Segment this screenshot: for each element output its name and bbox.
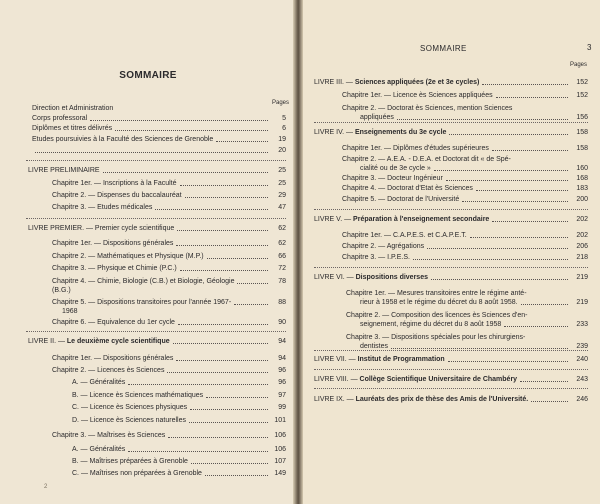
toc-entry (300, 184, 590, 194)
toc-page-number: 78 (278, 278, 286, 285)
toc-entry (0, 366, 288, 376)
toc-entry (0, 179, 288, 189)
toc-entry-label: Chapitre 1er. — Diplômes d'études supérieures (342, 145, 489, 152)
toc-page-number: 47 (278, 204, 286, 211)
toc-entry-label: Chapitre 5. — Doctorat de l'Université (342, 196, 460, 203)
toc-entry (300, 375, 590, 385)
toc-entry (0, 416, 288, 426)
dot-leader (531, 398, 568, 402)
footer-page-number: 2 (44, 484, 48, 490)
toc-entry-label: Chapitre 2. — A.E.A. - D.E.A. et Doctorat dit « de Spé- (342, 156, 511, 163)
toc-entry (300, 215, 590, 225)
toc-entry (300, 231, 590, 241)
toc-entry (0, 457, 288, 467)
toc-page-number: 107 (274, 458, 286, 465)
toc-entry (300, 91, 590, 101)
toc-entry-label: LIVRE IV. — Enseignements du 3e cycle (314, 129, 447, 136)
toc-page-number: 183 (576, 185, 588, 192)
toc-entry (300, 164, 590, 174)
toc-entry (0, 239, 288, 249)
section-divider (314, 350, 588, 351)
toc-entry-label: Chapitre 2. — Dispenses du baccalauréat (52, 192, 182, 199)
dot-leader (476, 187, 568, 191)
toc-entry-label: Chapitre 3. — I.P.E.S. (342, 254, 410, 261)
dot-leader (128, 381, 268, 385)
toc-entry-label: Chapitre 2. — Mathématiques et Physique (M.P.) (52, 253, 204, 260)
dot-leader (413, 256, 568, 260)
pages-column-label: Pages (272, 100, 290, 106)
toc-entry (300, 298, 590, 308)
section-divider (314, 388, 588, 389)
toc-page-number: 106 (274, 446, 286, 453)
book-gutter (293, 0, 303, 504)
toc-page-number: 219 (576, 274, 588, 281)
toc-page-number: 94 (278, 338, 286, 345)
toc-entry-label: LIVRE VI. — Dispositions diverses (314, 274, 428, 281)
dot-leader (234, 301, 268, 305)
dot-leader (492, 147, 568, 151)
toc-page-number: 88 (278, 299, 286, 306)
toc-entry-label: LIVRE V. — Préparation à l'enseignement secondaire (314, 216, 490, 223)
toc-entry (300, 174, 590, 184)
toc-page-number: 25 (278, 180, 286, 187)
toc-entry-label: Chapitre 4. — Doctorat d'Etat ès Sciences (342, 185, 473, 192)
toc-page-number: 160 (576, 165, 588, 172)
dot-leader (448, 358, 568, 362)
toc-entry-label: Chapitre 1er. — Mesures transitoires entre le régime anté- (346, 290, 527, 297)
toc-page-number: 240 (576, 356, 588, 363)
toc-page-number: 5 (282, 115, 286, 122)
toc-entry-label: Corps professoral (32, 115, 88, 122)
toc-entry-label: seignement, régime du décret du 8 août 1958 (360, 321, 502, 328)
dot-leader (520, 378, 568, 382)
toc-entry-label: LIVRE III. — Sciences appliquées (2e et 3e cycles) (314, 79, 480, 86)
toc-entry (0, 318, 288, 328)
toc-entry (300, 195, 590, 205)
toc-entry-label: Chapitre 1er. — C.A.P.E.S. et C.A.P.E.T. (342, 232, 467, 239)
toc-page-number: 90 (278, 319, 286, 326)
dot-leader (90, 117, 268, 121)
section-divider (314, 122, 588, 123)
toc-entry (300, 128, 590, 138)
running-head: SOMMAIRE (420, 44, 467, 53)
toc-entry-label: D. — Licence ès Sciences naturelles (72, 417, 186, 424)
toc-entry (0, 252, 288, 262)
dot-leader (482, 81, 568, 85)
dot-leader (177, 227, 268, 231)
toc-page-number: 29 (278, 192, 286, 199)
toc-page-number: 97 (278, 392, 286, 399)
dot-leader (103, 169, 268, 173)
dot-leader (492, 218, 568, 222)
toc-entry-label: LIVRE VII. — Institut de Programmation (314, 356, 445, 363)
toc-entry-label: 1968 (62, 308, 78, 315)
toc-entry-label: Chapitre 6. — Equivalence du 1er cycle (52, 319, 175, 326)
section-divider (314, 209, 588, 210)
toc-entry-label: Chapitre 1er. — Inscriptions à la Faculté (52, 180, 177, 187)
toc-page-number: 156 (576, 114, 588, 121)
toc-entry-label: Chapitre 5. — Dispositions transitoires pour l'année 1967- (52, 299, 232, 306)
pages-column-label: Pages (570, 62, 588, 68)
toc-entry (300, 355, 590, 365)
toc-entry-label: C. — Maîtrises non préparées à Grenoble (72, 470, 202, 477)
toc-page-number: 101 (274, 417, 286, 424)
dot-leader (115, 127, 268, 131)
dot-leader (180, 267, 268, 271)
toc-page-number: 246 (576, 396, 588, 403)
toc-entry-label: C. — Licence ès Sciences physiques (72, 404, 188, 411)
toc-entry (0, 445, 288, 455)
dot-leader (155, 206, 268, 210)
dot-leader (216, 138, 268, 142)
section-divider (26, 218, 286, 219)
toc-entry (300, 242, 590, 252)
dot-leader (470, 234, 568, 238)
toc-page-number: 202 (576, 216, 588, 223)
dot-leader (207, 255, 268, 259)
toc-page-number: 72 (278, 265, 286, 272)
toc-page-number: 219 (576, 299, 588, 306)
page-number: 3 (587, 43, 592, 52)
toc-entry-label: cialité ou de 3e cycle » (360, 165, 431, 172)
dot-leader (462, 198, 568, 202)
dot-leader (237, 280, 268, 284)
section-divider (314, 369, 588, 370)
toc-entry (0, 286, 288, 296)
dot-leader (176, 242, 268, 246)
dot-leader (446, 177, 568, 181)
toc-entry-label: Chapitre 1er. — Dispositions générales (52, 355, 174, 362)
toc-entry (300, 78, 590, 88)
dot-leader (178, 321, 268, 325)
dot-leader (185, 194, 268, 198)
toc-entry (0, 191, 288, 201)
toc-entry (300, 395, 590, 405)
toc-entry (300, 144, 590, 154)
toc-entry (0, 114, 288, 124)
toc-entry-label: Diplômes et titres délivrés (32, 125, 113, 132)
toc-entry-label: Chapitre 2. — Composition des licences ès Sciences d'en- (346, 312, 528, 319)
toc-page-number: 233 (576, 321, 588, 328)
dot-leader (431, 276, 568, 280)
toc-page-number: 19 (278, 136, 286, 143)
toc-page-number: 20 (278, 147, 286, 154)
toc-entry-label: LIVRE PREMIER. — Premier cycle scientifique (28, 225, 175, 232)
toc-entry-label: rieur à 1958 et le régime du décret du 8 août 1958. (360, 299, 518, 306)
toc-entry-label: Chapitre 3. — Etudes médicales (52, 204, 153, 211)
toc-entry (0, 354, 288, 364)
toc-entry (0, 203, 288, 213)
dot-leader (504, 323, 568, 327)
toc-entry (0, 469, 288, 479)
toc-entry-label: Chapitre 2. — Licences ès Sciences (52, 367, 165, 374)
toc-page-number: 94 (278, 355, 286, 362)
dot-leader (521, 301, 568, 305)
dot-leader (397, 116, 568, 120)
toc-entry (0, 403, 288, 413)
toc-entry (0, 224, 288, 234)
section-divider (314, 267, 588, 268)
toc-entry (300, 253, 590, 263)
dot-leader (167, 369, 268, 373)
toc-page-number: 62 (278, 240, 286, 247)
page-title: SOMMAIRE (119, 70, 177, 81)
toc-page-number: 239 (576, 343, 588, 350)
toc-entry (0, 307, 288, 317)
dot-leader (427, 245, 568, 249)
dot-leader (496, 94, 568, 98)
dot-leader (128, 448, 268, 452)
toc-entry-label: Chapitre 3. — Dispositions spéciales pour les chirurgiens- (346, 334, 526, 341)
section-divider (26, 160, 286, 161)
toc-entry-label: Chapitre 3. — Maîtrises ès Sciences (52, 432, 166, 439)
toc-page-number: 158 (576, 129, 588, 136)
toc-page-number: 96 (278, 367, 286, 374)
toc-entry-label: B. — Maîtrises préparées à Grenoble (72, 458, 188, 465)
toc-entry-label: LIVRE PRELIMINAIRE (28, 167, 100, 174)
toc-entry-label: appliquées (360, 114, 394, 121)
toc-page-number: 66 (278, 253, 286, 260)
toc-entry (0, 431, 288, 441)
dot-leader (168, 434, 268, 438)
dot-leader (434, 167, 568, 171)
toc-entry-label: Chapitre 1er. — Licence ès Sciences appliquées (342, 92, 493, 99)
toc-entry (0, 146, 288, 156)
toc-entry (300, 320, 590, 330)
dot-leader (391, 345, 568, 349)
toc-entry-label: LIVRE II. — Le deuxième cycle scientifique (28, 338, 170, 345)
toc-entry (0, 166, 288, 176)
toc-entry (300, 273, 590, 283)
toc-page-number: 243 (576, 376, 588, 383)
dot-leader (189, 419, 268, 423)
toc-entry-label: B. — Licence ès Sciences mathématiques (72, 392, 204, 399)
toc-page-number: 106 (274, 432, 286, 439)
toc-page-number: 206 (576, 243, 588, 250)
toc-page-number: 96 (278, 379, 286, 386)
dot-leader (180, 182, 268, 186)
right-page (300, 0, 600, 504)
toc-entry (0, 337, 288, 347)
dot-leader (190, 406, 268, 410)
toc-entry-label: Chapitre 2. — Doctorat ès Sciences, mention Sciences (342, 105, 513, 112)
toc-entry-label: Direction et Administration (32, 105, 114, 112)
toc-entry-label: A. — Généralités (72, 446, 126, 453)
toc-entry-label: Chapitre 1er. — Dispositions générales (52, 240, 174, 247)
dot-leader (449, 131, 568, 135)
toc-entry-label: (B.G.) (52, 287, 71, 294)
toc-page-number: 202 (576, 232, 588, 239)
section-divider (26, 331, 286, 332)
toc-page-number: 6 (282, 125, 286, 132)
toc-page-number: 149 (274, 470, 286, 477)
dot-leader (176, 357, 268, 361)
toc-page-number: 168 (576, 175, 588, 182)
toc-entry-label: Chapitre 2. — Agrégations (342, 243, 425, 250)
toc-entry (0, 391, 288, 401)
toc-entry-label: dentistes (360, 343, 389, 350)
dot-leader (205, 472, 268, 476)
toc-page-number: 200 (576, 196, 588, 203)
toc-page-number: 62 (278, 225, 286, 232)
toc-entry-label: A. — Généralités (72, 379, 126, 386)
toc-page-number: 152 (576, 92, 588, 99)
dot-leader (35, 149, 268, 153)
toc-entry-label: Chapitre 3. — Physique et Chimie (P.C.) (52, 265, 177, 272)
toc-entry (0, 124, 288, 134)
toc-entry-label: Etudes poursuivies à la Faculté des Sciences de Grenoble (32, 136, 214, 143)
toc-entry (0, 378, 288, 388)
toc-page-number: 25 (278, 167, 286, 174)
toc-page-number: 218 (576, 254, 588, 261)
toc-entry (0, 135, 288, 145)
dot-leader (173, 340, 268, 344)
dot-leader (191, 460, 268, 464)
toc-page-number: 158 (576, 145, 588, 152)
toc-entry-label: Chapitre 3. — Docteur Ingénieur (342, 175, 443, 182)
toc-entry-label: LIVRE IX. — Lauréats des prix de thèse des Amis de l'Université. (314, 396, 529, 403)
left-page (0, 0, 296, 504)
toc-page-number: 99 (278, 404, 286, 411)
toc-entry (0, 104, 288, 114)
toc-entry (0, 264, 288, 274)
toc-entry-label: LIVRE VIII. — Collège Scientifique Universitaire de Chambéry (314, 376, 518, 383)
toc-page-number: 152 (576, 79, 588, 86)
dot-leader (206, 394, 268, 398)
toc-entry-label: Chapitre 4. — Chimie, Biologie (C.B.) et Biologie, Géologie (52, 278, 235, 285)
